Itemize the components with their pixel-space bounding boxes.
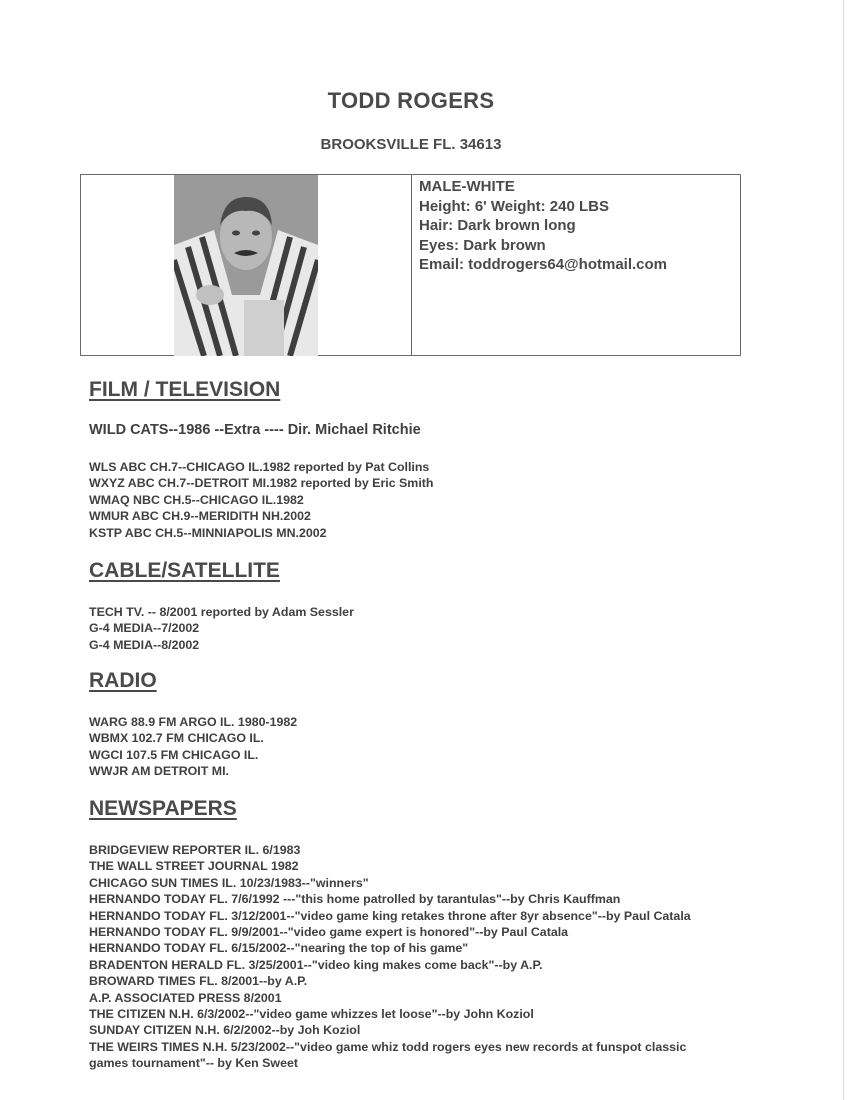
list-item: BROWARD TIMES FL. 8/2001--by A.P.: [89, 974, 308, 989]
detail-eyes: Eyes: Dark brown: [419, 236, 546, 254]
section-title-newspapers: NEWSPAPERS: [89, 797, 237, 820]
list-item: BRIDGEVIEW REPORTER IL. 6/1983: [89, 843, 301, 857]
list-item: WLS ABC CH.7--CHICAGO IL.1982 reported by Pat Collins: [89, 460, 430, 474]
list-item: WMAQ NBC CH.5--CHICAGO IL.1982: [89, 492, 304, 507]
detail-gender: MALE-WHITE: [419, 178, 515, 195]
section-title-cable: CABLE/SATELLITE: [89, 559, 280, 582]
list-item: WXYZ ABC CH.7--DETROIT MI.1982 reported by Eric Smith: [89, 476, 434, 491]
cable-list: [89, 604, 354, 653]
list-item: HERNANDO TODAY FL. 6/15/2002--"nearing the top of his game": [89, 941, 469, 956]
detail-height-weight: Height: 6' Weight: 240 LBS: [419, 197, 609, 215]
personal-details: [419, 177, 667, 275]
section-title-radio: RADIO: [89, 669, 157, 692]
list-item: HERNANDO TODAY FL. 9/9/2001--"video game expert is honored"--by Paul Catala: [89, 925, 569, 940]
list-item: HERNANDO TODAY FL. 3/12/2001--"video game king retakes throne after 8yr absence"--by Paul Catala: [89, 908, 691, 923]
list-item: SUNDAY CITIZEN N.H. 6/2/2002--by Joh Koziol: [89, 1023, 361, 1038]
list-item: G-4 MEDIA--8/2002: [89, 637, 200, 652]
info-divider: [411, 175, 412, 355]
list-item: WWJR AM DETROIT MI.: [89, 764, 229, 779]
list-item: G-4 MEDIA--7/2002: [89, 621, 200, 636]
list-item: A.P. ASSOCIATED PRESS 8/2001: [89, 990, 282, 1005]
detail-email: Email: toddrogers64@hotmail.com: [419, 256, 668, 274]
list-item: CHICAGO SUN TIMES IL. 10/23/1983--"winners": [89, 875, 369, 890]
newspapers-list: [89, 842, 729, 1072]
list-item: BRADENTON HERALD FL. 3/25/2001--"video king makes come back"--by A.P.: [89, 957, 543, 972]
list-item: THE WALL STREET JOURNAL 1982: [89, 859, 299, 874]
radio-list: [89, 714, 297, 780]
list-item: THE CITIZEN N.H. 6/3/2002--"video game whizzes let loose"--by John Koziol: [89, 1007, 534, 1022]
applicant-name: TODD ROGERS: [327, 88, 495, 113]
list-item: WGCI 107.5 FM CHICAGO IL.: [89, 747, 259, 762]
info-box: [80, 174, 741, 356]
section-title-film-tv: FILM / TELEVISION: [89, 378, 281, 401]
scan-edge: [843, 0, 844, 1100]
list-item: HERNANDO TODAY FL. 7/6/1992 ---"this home patrolled by tarantulas"--by Chris Kauffman: [89, 892, 621, 907]
portrait-image: [174, 175, 318, 356]
applicant-address: BROOKSVILLE FL. 34613: [320, 136, 502, 153]
detail-hair: Hair: Dark brown long: [419, 217, 576, 235]
film-featured: WILD CATS--1986 --Extra ---- Dir. Michael Ritchie: [89, 422, 421, 438]
list-item: WMUR ABC CH.9--MERIDITH NH.2002: [89, 509, 311, 524]
list-item: WBMX 102.7 FM CHICAGO IL.: [89, 731, 264, 746]
film-tv-list: [89, 459, 433, 541]
list-item: KSTP ABC CH.5--MINNIAPOLIS MN.2002: [89, 525, 327, 540]
portrait-photo: [174, 175, 318, 356]
list-item: THE WEIRS TIMES N.H. 5/23/2002--"video game whiz todd rogers eyes new records at funspot classic games tournament"-- by Ken Sweet: [89, 1039, 687, 1071]
list-item: WARG 88.9 FM ARGO IL. 1980-1982: [89, 715, 298, 729]
list-item: TECH TV. -- 8/2001 reported by Adam Sessler: [89, 605, 354, 619]
